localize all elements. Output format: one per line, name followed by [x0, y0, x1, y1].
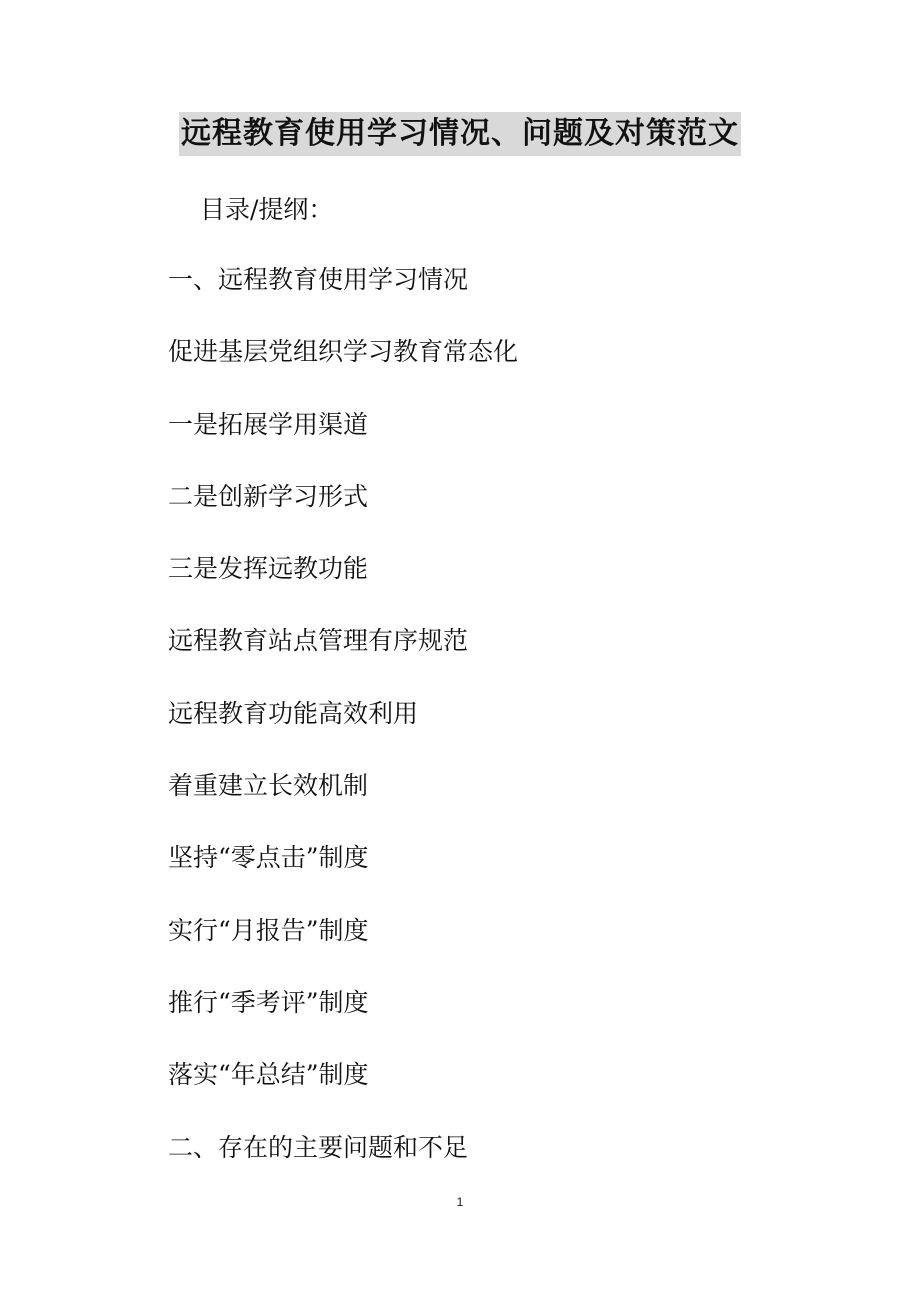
toc-item: 二是创新学习形式: [168, 481, 369, 511]
toc-item: 一、远程教育使用学习情况: [168, 265, 469, 294]
toc-item: 三是发挥远教功能: [168, 554, 369, 584]
toc-item: 着重建立长效机制: [168, 771, 369, 801]
toc-item: 落实“年总结”制度: [168, 1060, 369, 1090]
document-title: 远程教育使用学习情况、问题及对策范文: [179, 112, 741, 156]
toc-item: 促进基层党组织学习教育常态化: [168, 337, 519, 367]
toc-item: 坚持“零点击”制度: [168, 843, 369, 873]
toc-item: 远程教育功能高效利用: [168, 698, 419, 728]
title-container: [0, 112, 920, 156]
toc-item: 推行“季考评”制度: [168, 987, 369, 1017]
toc-list: [168, 262, 518, 1202]
toc-item: 一是拓展学用渠道: [168, 409, 369, 439]
toc-heading: 目录/提纲：: [200, 195, 334, 224]
page-number: 1: [456, 1195, 464, 1209]
toc-item: 实行“月报告”制度: [168, 915, 369, 945]
toc-item: 二、存在的主要问题和不足: [168, 1132, 469, 1162]
toc-item: 远程教育站点管理有序规范: [168, 626, 469, 656]
